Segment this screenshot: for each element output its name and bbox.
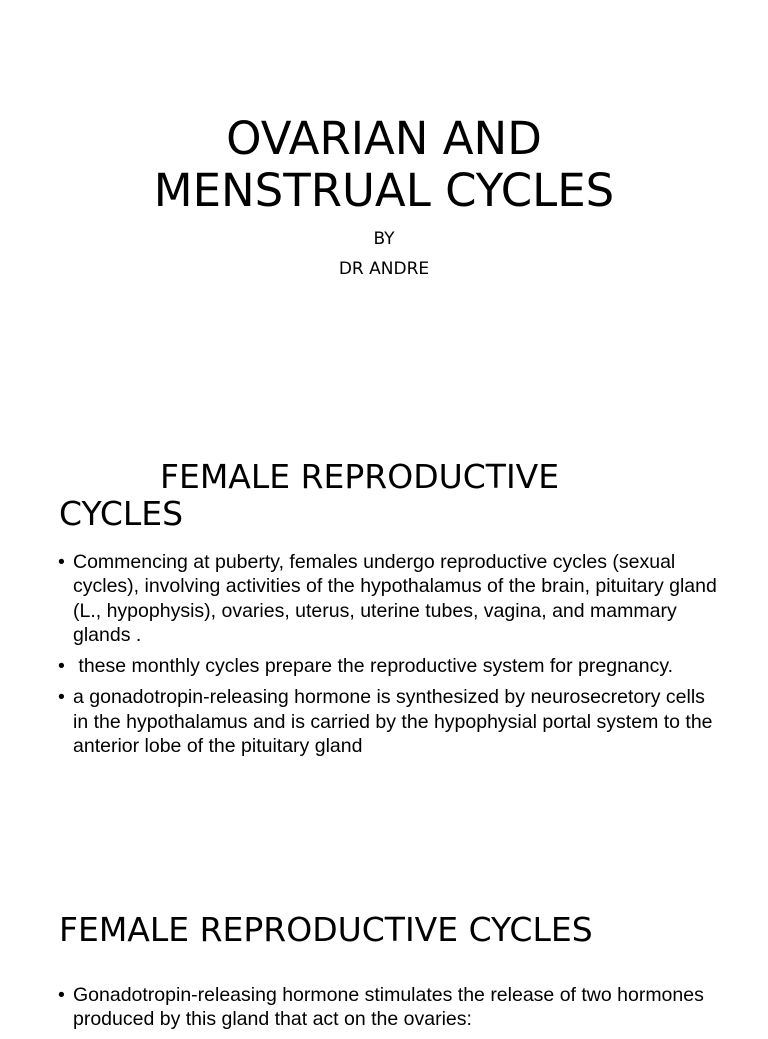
bullet-text: Gonadotropin-releasing hormone stimulates the release of two hormones produced by this gland that act on the ovaries: (73, 984, 704, 1031)
content-slide-reproductive-cycles (0, 440, 768, 860)
bullet-list (58, 550, 718, 765)
bullet-text: a gonadotropin-releasing hormone is synthesized by neurosecretory cells in the hypothalamus and is carried by the hypophysial portal system to the anterior lobe of the pituitary gland (73, 686, 713, 758)
subtitle-by: BY (373, 229, 395, 249)
slide-heading-line-2: CYCLES (59, 494, 184, 533)
title-slide (0, 0, 768, 330)
bullet-list (58, 983, 718, 1039)
bullet-marker: • (58, 551, 65, 573)
slide-heading-line-1: FEMALE REPRODUCTIVE (160, 457, 560, 496)
slide-heading: FEMALE REPRODUCTIVE CYCLES (59, 910, 593, 949)
bullet-marker: • (58, 655, 65, 678)
main-title-line-2: MENSTRUAL CYCLES (153, 164, 615, 217)
subtitle-author: DR ANDRE (338, 259, 430, 279)
bullet-text: these monthly cycles prepare the reproductive system for pregnancy. (73, 655, 674, 678)
slide-heading (59, 458, 559, 532)
bullet-item (58, 685, 718, 758)
content-slide-reproductive-cycles-2 (0, 890, 768, 1031)
bullet-item (58, 550, 718, 647)
main-title-line-1: OVARIAN AND (226, 112, 542, 165)
bullet-item (58, 654, 718, 678)
bullet-marker: • (58, 686, 65, 709)
bullet-item (58, 983, 718, 1032)
bullet-marker: • (58, 984, 65, 1006)
main-title (0, 113, 768, 217)
bullet-text: Commencing at puberty, females undergo reproductive cycles (sexual cycles), involving activities of the hypothalamus of the brain, pituitary gland (L., hypophysis), ovaries, uterus, uterine tubes, vagina, and mammary glands . (73, 551, 717, 646)
